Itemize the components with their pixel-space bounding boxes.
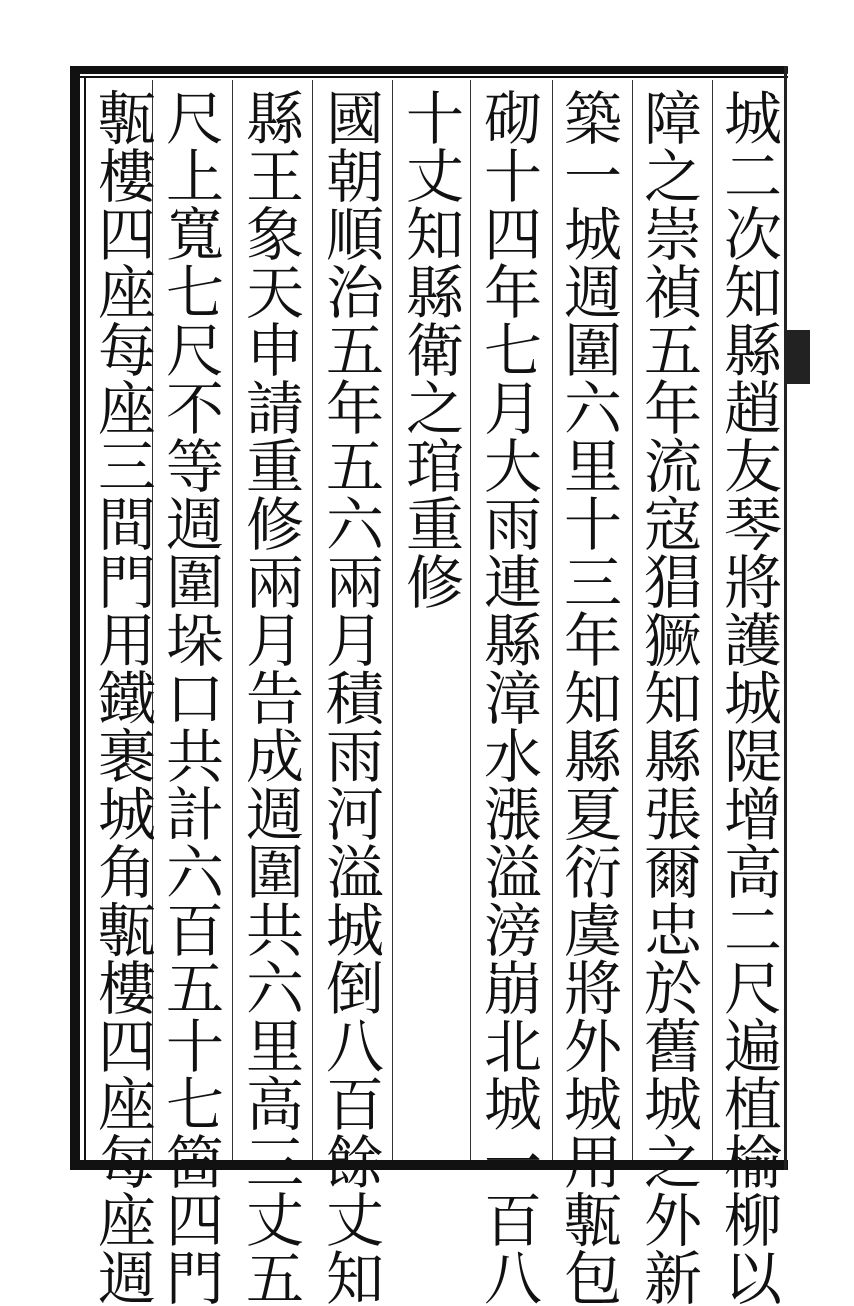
text-column-4: 砌十四年七月大雨連縣漳水漲溢滂崩北城一百八 [474, 88, 542, 1306]
frame-right-edge [784, 66, 787, 1170]
column-rule [232, 80, 233, 1160]
frame-top-inner-border [72, 76, 788, 78]
column-rule [392, 80, 393, 1160]
text-column-3: 築一城週圍六里十三年知縣夏衍虞將外城用甎包 [554, 88, 622, 1306]
text-column-9: 甎樓四座每座三間門用鐵裹城角甎樓四座每座週 [88, 88, 156, 1306]
frame-left-inner-border [84, 78, 86, 1164]
text-column-5: 十丈知縣衛之琯重修 [396, 88, 464, 610]
column-rule [712, 80, 713, 1160]
column-rule [470, 80, 471, 1160]
text-column-8: 尺上寬七尺不等週圍垛口共計六百五十七箇四門 [156, 88, 224, 1306]
binding-mark [784, 330, 810, 384]
text-column-7: 縣王象天申請重修兩月告成週圍共六里高三丈五 [236, 88, 304, 1306]
column-rule [632, 80, 633, 1160]
frame-top-border [72, 66, 788, 74]
frame-left-border [70, 66, 80, 1170]
column-rule [312, 80, 313, 1160]
text-column-1: 城二次知縣趙友琴將護城隄增高二尺遍植榆柳以 [714, 88, 782, 1306]
text-column-6: 國朝順治五年五六兩月積雨河溢城倒八百餘丈知 [316, 88, 384, 1306]
column-rule [552, 80, 553, 1160]
text-column-2: 障之崇禎五年流寇猖獗知縣張爾忠於舊城之外新 [634, 88, 702, 1306]
